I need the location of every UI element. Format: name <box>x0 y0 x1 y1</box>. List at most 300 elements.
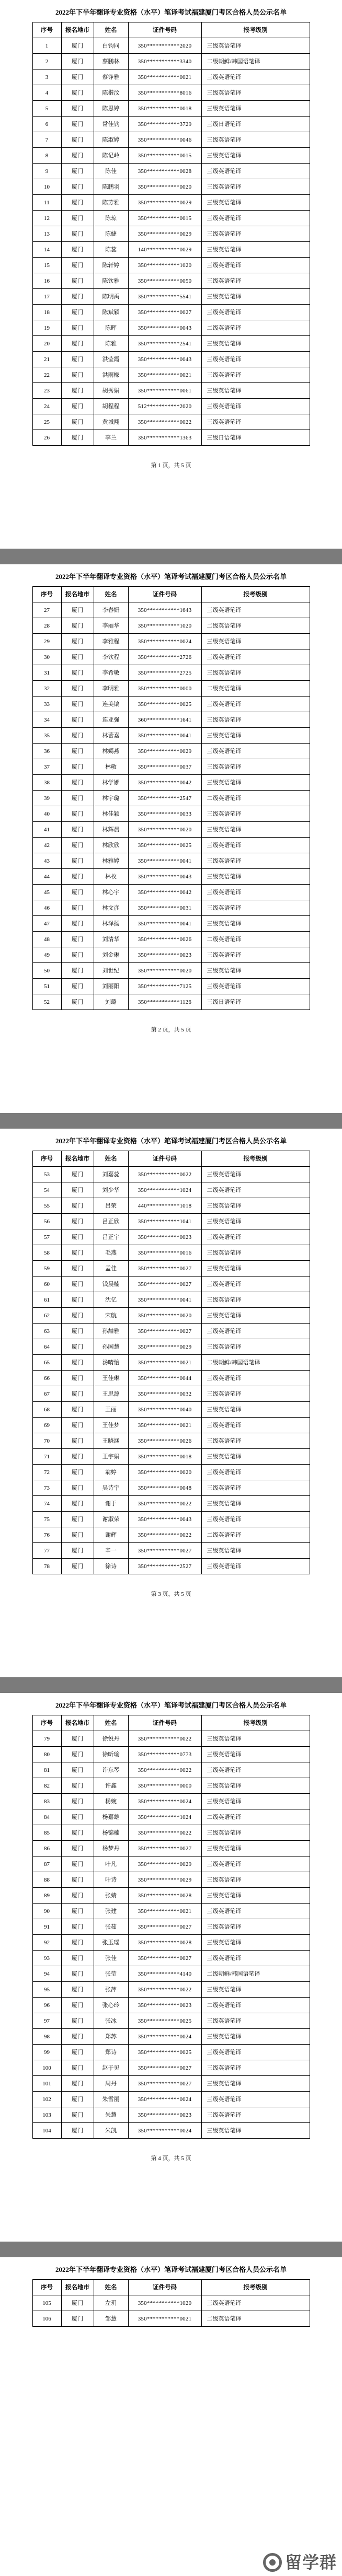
cell-name: 陈婕 <box>94 226 128 242</box>
cell-city: 厦门 <box>61 791 94 806</box>
watermark-logo-icon <box>263 2553 282 2572</box>
cell-id-number: 350***********0029 <box>128 226 201 242</box>
cell-name: 黄城翔 <box>94 414 128 430</box>
cell-id-number: 350***********2725 <box>128 665 201 681</box>
cell-exam-level: 三级英语笔译 <box>201 2107 310 2123</box>
column-header: 报名地市 <box>61 587 94 602</box>
cell-city: 厦门 <box>61 2123 94 2139</box>
page-number: 第 2 页，共 5 页 <box>151 1027 191 1033</box>
table-row <box>32 1872 310 1888</box>
cell-name: 陈佳 <box>94 164 128 179</box>
cell-city: 厦门 <box>61 1324 94 1339</box>
cell-id-number: 350***********0022 <box>128 1982 201 1998</box>
cell-name: 王佳琳 <box>94 1371 128 1386</box>
table-header <box>32 22 310 38</box>
cell-name: 沈亿 <box>94 1292 128 1308</box>
cell-city: 厦门 <box>61 618 94 634</box>
cell-exam-level: 三级英语笔译 <box>201 697 310 712</box>
cell-id-number: 350***********0041 <box>128 916 201 932</box>
table-row <box>32 602 310 618</box>
column-header: 序号 <box>32 22 61 38</box>
cell-serial-number: 53 <box>32 1167 61 1182</box>
cell-city: 厦门 <box>61 1543 94 1559</box>
cell-id-number: 350***********0021 <box>128 69 201 85</box>
cell-exam-level: 三级英语笔译 <box>201 1982 310 1998</box>
cell-name: 谢淑荣 <box>94 1512 128 1527</box>
cell-city: 厦门 <box>61 1888 94 1904</box>
cell-id-number: 440***********1018 <box>128 1198 201 1214</box>
cell-serial-number: 79 <box>32 1731 61 1747</box>
cell-exam-level: 三级英语笔译 <box>201 1449 310 1465</box>
cell-name: 胡秀娟 <box>94 383 128 399</box>
cell-city: 厦门 <box>61 38 94 54</box>
cell-exam-level: 三级英语笔译 <box>201 900 310 916</box>
cell-exam-level: 三级英语笔译 <box>201 744 310 759</box>
cell-city: 厦门 <box>61 979 94 994</box>
cell-serial-number: 49 <box>32 947 61 963</box>
cell-id-number: 350***********2541 <box>128 336 201 352</box>
cell-name: 陈淑婷 <box>94 132 128 148</box>
cell-name: 林嫣燕 <box>94 744 128 759</box>
cell-id-number: 350***********0022 <box>128 1167 201 1182</box>
cell-id-number: 350***********0015 <box>128 148 201 164</box>
table-body <box>32 1167 310 1574</box>
cell-name: 毛燕 <box>94 1245 128 1261</box>
page-title: 2022年下半年翻译专业资格（水平）笔译考试福建厦门考区合格人员公示名单 <box>55 8 287 16</box>
cell-name: 李丽华 <box>94 618 128 634</box>
cell-city: 厦门 <box>61 1794 94 1809</box>
cell-city: 厦门 <box>61 1277 94 1292</box>
cell-city: 厦门 <box>61 838 94 853</box>
cell-city: 厦门 <box>61 164 94 179</box>
table-row <box>32 2092 310 2107</box>
header-row <box>32 1151 310 1167</box>
cell-serial-number: 37 <box>32 759 61 775</box>
table-row <box>32 712 310 728</box>
cell-serial-number: 103 <box>32 2107 61 2123</box>
cell-serial-number: 83 <box>32 1794 61 1809</box>
cell-name: 陈蕊 <box>94 242 128 258</box>
cell-serial-number: 105 <box>32 2295 61 2311</box>
cell-serial-number: 21 <box>32 352 61 367</box>
cell-city: 厦门 <box>61 885 94 900</box>
cell-id-number: 350***********0020 <box>128 1465 201 1480</box>
table-row <box>32 947 310 963</box>
cell-id-number: 350***********0015 <box>128 211 201 226</box>
cell-id-number: 350***********0024 <box>128 2029 201 2045</box>
cell-name: 陈斌颖 <box>94 305 128 320</box>
table-row <box>32 1339 310 1355</box>
table-row <box>32 2045 310 2060</box>
table-row <box>32 1762 310 1778</box>
cell-name: 王晓涵 <box>94 1433 128 1449</box>
cell-id-number: 350***********0020 <box>128 963 201 979</box>
cell-serial-number: 70 <box>32 1433 61 1449</box>
pdf-page <box>0 1693 342 2242</box>
cell-serial-number: 12 <box>32 211 61 226</box>
cell-serial-number: 106 <box>32 2311 61 2327</box>
cell-serial-number: 23 <box>32 383 61 399</box>
cell-name: 许鑫 <box>94 1778 128 1794</box>
table-row <box>32 697 310 712</box>
cell-serial-number: 93 <box>32 1951 61 1966</box>
cell-exam-level: 三级英语笔译 <box>201 838 310 853</box>
cell-city: 厦门 <box>61 822 94 838</box>
cell-exam-level: 三级英语笔译 <box>201 85 310 101</box>
cell-city: 厦门 <box>61 2092 94 2107</box>
cell-serial-number: 72 <box>32 1465 61 1480</box>
cell-serial-number: 10 <box>32 179 61 195</box>
cell-city: 厦门 <box>61 994 94 1010</box>
column-header: 姓名 <box>94 1715 128 1731</box>
cell-serial-number: 22 <box>32 367 61 383</box>
cell-name: 邹慧 <box>94 2311 128 2327</box>
cell-exam-level: 三级英语笔译 <box>201 885 310 900</box>
cell-city: 厦门 <box>61 54 94 69</box>
cell-city: 厦门 <box>61 69 94 85</box>
column-header: 报考级别 <box>201 1151 310 1167</box>
cell-id-number: 350***********1020 <box>128 618 201 634</box>
cell-city: 厦门 <box>61 1951 94 1966</box>
cell-serial-number: 7 <box>32 132 61 148</box>
table-row <box>32 1198 310 1214</box>
table-body <box>32 602 310 1010</box>
cell-exam-level: 三级英语笔译 <box>201 1480 310 1496</box>
cell-name: 李希敏 <box>94 665 128 681</box>
table-row <box>32 681 310 697</box>
table-row <box>32 2013 310 2029</box>
cell-name: 汤晴怡 <box>94 1355 128 1371</box>
table-row <box>32 1371 310 1386</box>
cell-exam-level: 三级英语笔译 <box>201 634 310 649</box>
cell-exam-level: 二级朝鲜/韩国语笔译 <box>201 54 310 69</box>
cell-serial-number: 85 <box>32 1825 61 1841</box>
cell-city: 厦门 <box>61 712 94 728</box>
page-number: 第 1 页，共 5 页 <box>151 462 191 469</box>
table-row <box>32 2029 310 2045</box>
cell-exam-level: 三级英语笔译 <box>201 963 310 979</box>
cell-serial-number: 33 <box>32 697 61 712</box>
cell-exam-level: 三级英语笔译 <box>201 2060 310 2076</box>
cell-exam-level: 二级英语笔译 <box>201 320 310 336</box>
cell-exam-level: 三级英语笔译 <box>201 1418 310 1433</box>
table-row <box>32 665 310 681</box>
cell-serial-number: 39 <box>32 791 61 806</box>
column-header: 报考级别 <box>201 22 310 38</box>
cell-name: 周丹 <box>94 2076 128 2092</box>
cell-name: 朱慧 <box>94 2107 128 2123</box>
cell-serial-number: 52 <box>32 994 61 1010</box>
header-row <box>32 2280 310 2295</box>
cell-serial-number: 15 <box>32 258 61 273</box>
cell-id-number: 350***********0020 <box>128 822 201 838</box>
cell-city: 厦门 <box>61 430 94 446</box>
cell-name: 蔡鹏林 <box>94 54 128 69</box>
cell-exam-level: 二级英语笔译 <box>201 932 310 947</box>
cell-name: 张婧 <box>94 1888 128 1904</box>
column-header: 报名地市 <box>61 1715 94 1731</box>
page-title: 2022年下半年翻译专业资格（水平）笔译考试福建厦门考区合格人员公示名单 <box>55 573 287 581</box>
cell-name: 郑苏 <box>94 2029 128 2045</box>
cell-id-number: 350***********0000 <box>128 681 201 697</box>
cell-serial-number: 73 <box>32 1480 61 1496</box>
cell-id-number: 350***********0024 <box>128 634 201 649</box>
cell-serial-number: 66 <box>32 1371 61 1386</box>
cell-id-number: 350***********0021 <box>128 1355 201 1371</box>
cell-serial-number: 20 <box>32 336 61 352</box>
table-row <box>32 775 310 791</box>
cell-city: 厦门 <box>61 2311 94 2327</box>
table-row <box>32 273 310 289</box>
cell-city: 厦门 <box>61 1747 94 1762</box>
cell-id-number: 350***********0048 <box>128 1480 201 1496</box>
table-row <box>32 1841 310 1856</box>
cell-city: 厦门 <box>61 367 94 383</box>
cell-id-number: 350***********0022 <box>128 1496 201 1512</box>
column-header: 姓名 <box>94 22 128 38</box>
cell-exam-level: 三级英语笔译 <box>201 979 310 994</box>
cell-serial-number: 19 <box>32 320 61 336</box>
cell-serial-number: 100 <box>32 2060 61 2076</box>
watermark-text: 留学群 <box>284 2553 337 2572</box>
cell-serial-number: 1 <box>32 38 61 54</box>
cell-name: 叶诗 <box>94 1872 128 1888</box>
cell-serial-number: 9 <box>32 164 61 179</box>
cell-id-number: 350***********8016 <box>128 85 201 101</box>
cell-name: 刘璐 <box>94 994 128 1010</box>
cell-id-number: 350***********0027 <box>128 1261 201 1277</box>
table-row <box>32 320 310 336</box>
cell-name: 吕荣 <box>94 1198 128 1214</box>
table-row <box>32 117 310 132</box>
cell-id-number: 350***********0023 <box>128 1229 201 1245</box>
cell-serial-number: 2 <box>32 54 61 69</box>
cell-name: 林宇璐 <box>94 791 128 806</box>
cell-id-number: 512***********2020 <box>128 399 201 414</box>
table-row <box>32 383 310 399</box>
cell-id-number: 350***********0043 <box>128 1512 201 1527</box>
cell-exam-level: 三级英语笔译 <box>201 775 310 791</box>
cell-exam-level: 三级英语笔译 <box>201 759 310 775</box>
header-row <box>32 22 310 38</box>
cell-city: 厦门 <box>61 649 94 665</box>
cell-id-number: 350***********0027 <box>128 1919 201 1935</box>
cell-exam-level: 二级英语笔译 <box>201 1809 310 1825</box>
cell-city: 厦门 <box>61 320 94 336</box>
cell-city: 厦门 <box>61 1433 94 1449</box>
cell-name: 孟佳 <box>94 1261 128 1277</box>
column-header: 序号 <box>32 587 61 602</box>
cell-id-number: 350***********1020 <box>128 258 201 273</box>
cell-exam-level: 三级英语笔译 <box>201 822 310 838</box>
cell-city: 厦门 <box>61 273 94 289</box>
table-row <box>32 634 310 649</box>
table-row <box>32 1402 310 1418</box>
cell-serial-number: 102 <box>32 2092 61 2107</box>
pdf-page <box>0 2257 342 2576</box>
cell-id-number: 350***********0027 <box>128 1951 201 1966</box>
cell-exam-level: 三级英语笔译 <box>201 2076 310 2092</box>
cell-serial-number: 84 <box>32 1809 61 1825</box>
table-row <box>32 853 310 869</box>
cell-city: 厦门 <box>61 1308 94 1324</box>
cell-serial-number: 29 <box>32 634 61 649</box>
table-row <box>32 1355 310 1371</box>
cell-exam-level: 三级英语笔译 <box>201 2029 310 2045</box>
table-row <box>32 2123 310 2139</box>
cell-id-number: 350***********0025 <box>128 838 201 853</box>
cell-city: 厦门 <box>61 932 94 947</box>
cell-id-number: 350***********0027 <box>128 305 201 320</box>
table-row <box>32 226 310 242</box>
pdf-page <box>0 564 342 1113</box>
cell-serial-number: 65 <box>32 1355 61 1371</box>
cell-exam-level: 三级英语笔译 <box>201 242 310 258</box>
cell-id-number: 350***********0023 <box>128 1998 201 2013</box>
cell-id-number: 350***********0031 <box>128 900 201 916</box>
cell-id-number: 350***********0029 <box>128 1856 201 1872</box>
results-table <box>32 586 310 1010</box>
cell-id-number: 350***********0027 <box>128 2060 201 2076</box>
cell-city: 厦门 <box>61 744 94 759</box>
cell-id-number: 350***********0022 <box>128 1825 201 1841</box>
cell-serial-number: 56 <box>32 1214 61 1229</box>
cell-id-number: 350***********2726 <box>128 649 201 665</box>
cell-exam-level: 三级英语笔译 <box>201 1762 310 1778</box>
cell-city: 厦门 <box>61 226 94 242</box>
cell-exam-level: 三级英语笔译 <box>201 289 310 305</box>
cell-exam-level: 三级英语笔译 <box>201 712 310 728</box>
cell-serial-number: 25 <box>32 414 61 430</box>
cell-id-number: 350***********0027 <box>128 1324 201 1339</box>
table-row <box>32 1433 310 1449</box>
table-row <box>32 1418 310 1433</box>
pdf-page <box>0 0 342 549</box>
cell-name: 刘世纪 <box>94 963 128 979</box>
cell-name: 林泽扬 <box>94 916 128 932</box>
table-row <box>32 1245 310 1261</box>
table-row <box>32 744 310 759</box>
table-row <box>32 352 310 367</box>
results-table <box>32 22 310 446</box>
cell-id-number: 350***********0027 <box>128 1841 201 1856</box>
cell-city: 厦门 <box>61 1527 94 1543</box>
cell-id-number: 350***********0021 <box>128 367 201 383</box>
table-row <box>32 1261 310 1277</box>
table-row <box>32 1747 310 1762</box>
cell-name: 赵于见 <box>94 2060 128 2076</box>
cell-city: 厦门 <box>61 1512 94 1527</box>
cell-city: 厦门 <box>61 853 94 869</box>
cell-exam-level: 三级英语笔译 <box>201 2045 310 2060</box>
cell-exam-level: 三级英语笔译 <box>201 101 310 117</box>
cell-city: 厦门 <box>61 1371 94 1386</box>
cell-exam-level: 三级英语笔译 <box>201 728 310 744</box>
table-row <box>32 1856 310 1872</box>
cell-exam-level: 三级英语笔译 <box>201 1292 310 1308</box>
cell-serial-number: 41 <box>32 822 61 838</box>
cell-city: 厦门 <box>61 1966 94 1982</box>
cell-id-number: 350***********0041 <box>128 1292 201 1308</box>
cell-city: 厦门 <box>61 1998 94 2013</box>
cell-name: 刘丽阳 <box>94 979 128 994</box>
cell-exam-level: 三级英语笔译 <box>201 383 310 399</box>
cell-serial-number: 98 <box>32 2029 61 2045</box>
table-row <box>32 336 310 352</box>
cell-serial-number: 32 <box>32 681 61 697</box>
cell-city: 厦门 <box>61 1762 94 1778</box>
cell-serial-number: 34 <box>32 712 61 728</box>
cell-name: 朱雪丽 <box>94 2092 128 2107</box>
cell-exam-level: 三级英语笔译 <box>201 1324 310 1339</box>
cell-city: 厦门 <box>61 2107 94 2123</box>
cell-name: 洪雨檬 <box>94 367 128 383</box>
cell-id-number: 350***********0000 <box>128 1778 201 1794</box>
table-header <box>32 587 310 602</box>
cell-serial-number: 28 <box>32 618 61 634</box>
cell-city: 厦门 <box>61 179 94 195</box>
cell-id-number: 350***********7125 <box>128 979 201 994</box>
table-row <box>32 618 310 634</box>
cell-id-number: 350***********0025 <box>128 697 201 712</box>
cell-exam-level: 三级英语笔译 <box>201 853 310 869</box>
cell-id-number: 350***********4140 <box>128 1966 201 1982</box>
cell-id-number: 350***********0773 <box>128 1747 201 1762</box>
cell-name: 翁婷 <box>94 1465 128 1480</box>
cell-exam-level: 三级日语笔译 <box>201 994 310 1010</box>
cell-serial-number: 3 <box>32 69 61 85</box>
table-row <box>32 1214 310 1229</box>
cell-exam-level: 二级朝鲜/韩国语笔译 <box>201 1355 310 1371</box>
cell-id-number: 350***********5541 <box>128 289 201 305</box>
cell-exam-level: 三级英语笔译 <box>201 1919 310 1935</box>
cell-id-number: 350***********2547 <box>128 791 201 806</box>
cell-id-number: 350***********0029 <box>128 744 201 759</box>
cell-name: 叶凡 <box>94 1856 128 1872</box>
table-row <box>32 430 310 446</box>
table-row <box>32 1778 310 1794</box>
cell-name: 李兰 <box>94 430 128 446</box>
cell-name: 孙国慧 <box>94 1339 128 1355</box>
table-row <box>32 164 310 179</box>
cell-exam-level: 三级英语笔译 <box>201 226 310 242</box>
cell-id-number: 350***********0027 <box>128 1277 201 1292</box>
cell-name: 连亚强 <box>94 712 128 728</box>
cell-exam-level: 二级英语笔译 <box>201 791 310 806</box>
cell-serial-number: 99 <box>32 2045 61 2060</box>
cell-name: 胡程程 <box>94 399 128 414</box>
cell-serial-number: 104 <box>32 2123 61 2139</box>
cell-city: 厦门 <box>61 1480 94 1496</box>
cell-serial-number: 13 <box>32 226 61 242</box>
table-row <box>32 1543 310 1559</box>
cell-exam-level: 三级英语笔译 <box>201 1229 310 1245</box>
cell-serial-number: 78 <box>32 1559 61 1574</box>
table-body <box>32 2295 310 2327</box>
cell-name: 张莹 <box>94 1966 128 1982</box>
table-header <box>32 1151 310 1167</box>
cell-name: 钱晨楠 <box>94 1277 128 1292</box>
table-row <box>32 242 310 258</box>
cell-serial-number: 8 <box>32 148 61 164</box>
table-row <box>32 963 310 979</box>
cell-serial-number: 11 <box>32 195 61 211</box>
cell-name: 陈记岭 <box>94 148 128 164</box>
cell-id-number: 350***********1643 <box>128 602 201 618</box>
cell-city: 厦门 <box>61 2295 94 2311</box>
table-row <box>32 1512 310 1527</box>
table-row <box>32 1496 310 1512</box>
